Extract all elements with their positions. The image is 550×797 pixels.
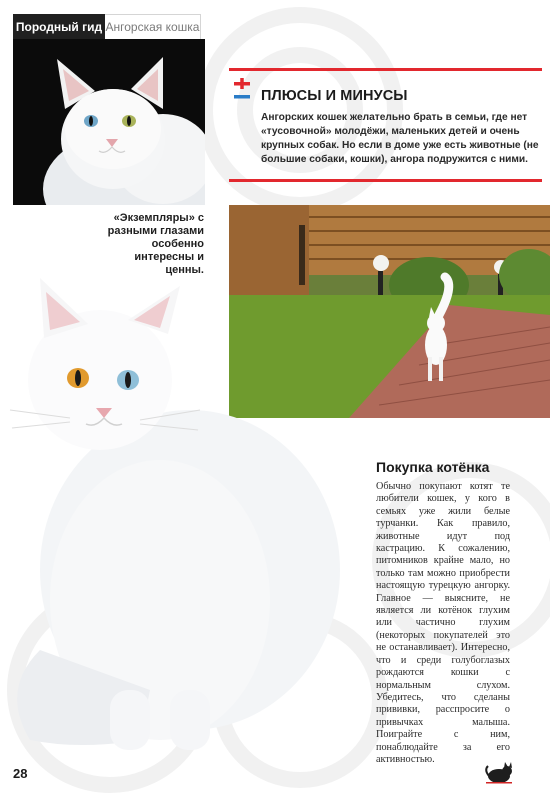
breadcrumb xyxy=(13,14,201,39)
photo-caption: «Экземпляры» с разными глазами особенно интересны и ценны. xyxy=(107,212,204,276)
cat-logo-icon xyxy=(484,762,514,784)
page-number: 28 xyxy=(13,766,28,781)
pros-cons-box xyxy=(229,68,542,182)
odd-eyed-cat-photo xyxy=(13,39,205,205)
topic-tab: Ангорская кошка xyxy=(105,14,201,39)
white-angora-cat-photo xyxy=(0,270,370,760)
kitten-section-title: Покупка котёнка xyxy=(376,459,490,475)
kitten-section-text: Обычно покупают котят те любители кошек, у кого в семьях уже жили белые турчанки. Как правило, животные идут под кастрацию. К сожалению, питомников крайне мало, но только там можно приобрести настоящую турецкую ангорку. Главное — выясните, не является ли котёнок глухим или частично глухим (некоторых покупателей это не останавливает). Интересно, что и среди голубоглазых рождаются кошки с нормальным слухом. Убедитесь, что сделаны прививки, расспросите о привычках малыша. Поиграйте с ним, понаблюдайте за его активностью. xyxy=(376,481,510,765)
plus-minus-icon xyxy=(232,78,254,104)
red-divider-bottom xyxy=(229,179,542,182)
pros-cons-text: Ангорских кошек желательно брать в семьи, где нет «тусовочной» молодёжи, маленьких детей и очень крупных собак. Но если в доме уже есть животные (не большие собаки, кошки), ангора подружится с ними. xyxy=(261,112,539,165)
pros-cons-title: ПЛЮСЫ И МИНУСЫ xyxy=(261,88,408,104)
section-tab: Породный гид xyxy=(13,14,105,39)
red-divider-top xyxy=(229,68,542,71)
